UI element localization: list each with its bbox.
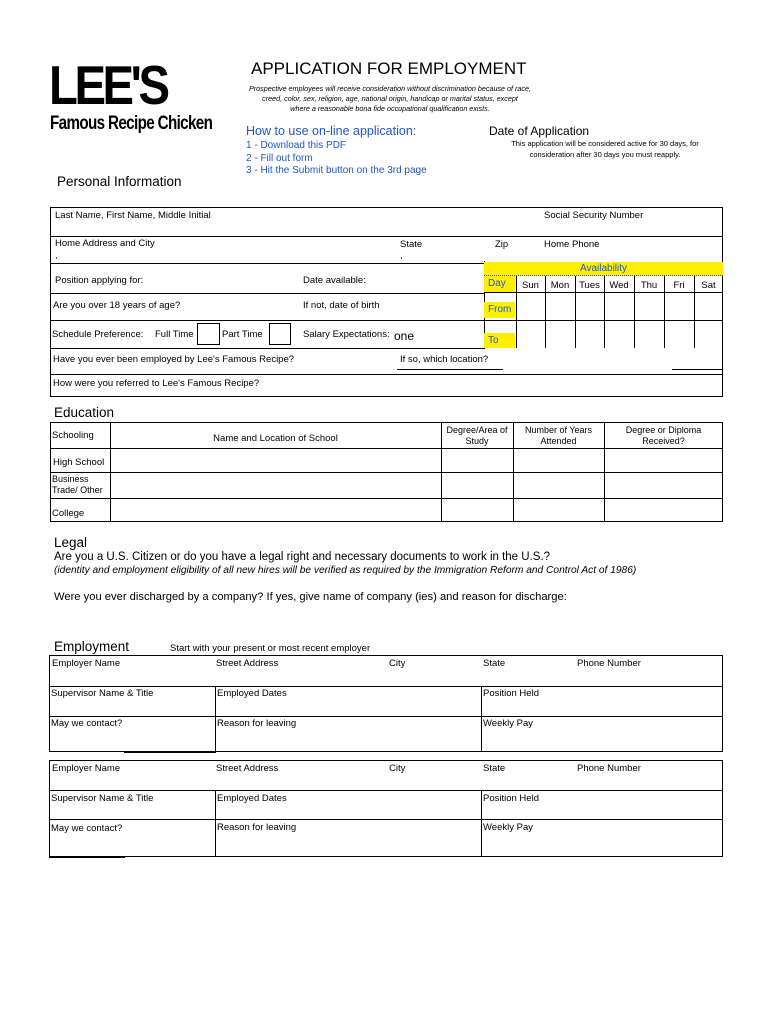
years-line-1: Number of Years [524,425,593,435]
row-college: College [52,508,85,519]
position-input[interactable] [150,266,295,290]
employer-2-phone-label: Phone Number [577,763,641,774]
name-field-label: Last Name, First Name, Middle Initial [55,210,211,221]
employer-2-state-label: State [483,763,506,774]
employer-1-contact-underline[interactable] [124,752,216,753]
position-field-label: Position applying for: [55,275,144,286]
note-line-2: consideration after 30 days you must reapply. [529,149,681,159]
employer-1-phone-label: Phone Number [577,658,641,669]
date-of-birth-input[interactable] [390,296,480,318]
row-high-school: High School [53,457,105,468]
employer-2-dates-label: Employed Dates [217,793,287,804]
date-available-label: Date available: [303,275,366,286]
which-location-label: If so, which location? [400,354,489,365]
employer-1-position-label: Position Held [483,688,539,699]
howto-step-2: 2 - Fill out form [246,153,313,164]
date-of-application-label: Date of Application [489,124,590,138]
day-fri: Fri [673,280,685,291]
logo-tagline: Famous Recipe Chicken [50,113,213,134]
schedule-label: Schedule Preference: [52,329,144,340]
day-wed: Wed [609,280,629,291]
employer-1-city-label: City [389,658,406,669]
part-time-label: Part Time [222,329,263,340]
availability-from-label: From [484,302,515,318]
availability-day-label: Day [484,276,515,292]
salary-label: Salary Expectations: [303,329,390,340]
employer-2-position-label: Position Held [483,793,539,804]
disclaimer [230,84,550,114]
diploma-line-2: Received? [642,436,685,446]
citizen-note: (identity and employment eligibility of all new hires will be verified as required by the Immigration Reform and Control Act of 1986) [54,565,637,576]
state-value[interactable]: , [400,250,403,261]
extra-underline[interactable] [672,369,723,370]
disclaimer-line-3: where a reasonable bona fide occupational qualification exists. [290,104,490,113]
section-title-personal: Personal Information [57,174,182,189]
employer-1-dates-label: Employed Dates [217,688,287,699]
business-line-1: Business [52,474,89,484]
location-underline[interactable] [397,369,503,370]
howto-step-1: 1 - Download this PDF [246,140,347,151]
employer-2-contact-label: May we contact? [51,823,123,834]
employer-1-address-label: Street Address [216,658,279,669]
salary-input[interactable]: one [394,329,415,343]
employer-2-name-label: Employer Name [52,763,121,774]
note-line-1: This application will be considered active for 30 days, for [511,139,699,148]
years-line-2: Attended [540,436,577,446]
employer-1-reason-label: Reason for leaving [217,718,297,729]
ssn-input[interactable] [540,220,720,235]
referred-label: How were you referred to Lee's Famous Recipe? [53,378,260,389]
employer-1-name-label: Employer Name [52,658,121,669]
day-thu: Thu [640,280,658,291]
diploma-line-1: Degree or Diploma [625,425,702,435]
employer-1-pay-label: Weekly Pay [483,718,533,729]
howto-title: How to use on-line application: [246,124,417,138]
logo-wordmark: LEE'S [49,54,167,116]
date-available-input[interactable] [375,266,480,290]
disclaimer-line-2: creed, color, sex, religion, age, national origin, handicap or marital status, except [262,94,518,103]
employer-2-reason-label: Reason for leaving [217,822,297,833]
full-time-label: Full Time [155,329,194,340]
over-18-input[interactable] [200,296,295,318]
day-sat: Sat [701,280,716,291]
diploma-header [604,425,723,447]
availability-to-label: To [484,333,515,348]
discharged-question: Were you ever discharged by a company? If yes, give name of company (ies) and reason for discharge: [54,591,567,603]
howto-step-3: 3 - Hit the Submit button on the 3rd page [246,165,427,176]
zip-field-label: Zip [495,239,509,250]
employed-before-label: Have you ever been employed by Lee's Famous Recipe? [53,354,295,365]
section-title-employment: Employment [54,639,130,654]
degree-area-header [441,425,513,447]
degree-area-line-1: Degree/Area of [446,425,508,435]
full-time-checkbox[interactable] [197,323,220,345]
row-business-trade [52,474,103,496]
degree-area-line-2: Study [465,436,489,446]
page-title: APPLICATION FOR EMPLOYMENT [251,59,527,78]
employer-1-supervisor-label: Supervisor Name & Title [51,688,154,699]
employer-1-state-label: State [483,658,506,669]
name-input[interactable] [52,220,532,235]
employment-instruction: Start with your present or most recent employer [170,643,371,654]
address-value[interactable]: , [55,250,58,261]
employer-2-contact-underline[interactable] [49,857,125,858]
day-tues: Tues [579,280,600,291]
section-title-legal: Legal [54,535,88,550]
employer-2-address-label: Street Address [216,763,279,774]
availability-title: Availability [484,262,723,276]
years-attended-header [513,425,604,447]
address-field-label: Home Address and City [55,238,155,249]
employer-1-table [49,655,723,752]
employer-2-pay-label: Weekly Pay [483,822,533,833]
business-line-2: Trade/ Other [52,485,103,495]
employer-1-contact-label: May we contact? [51,718,123,729]
name-location-header: Name and Location of School [213,433,338,444]
schooling-header: Schooling [52,430,94,441]
disclaimer-line-1: Prospective employees will receive consideration without discrimination because of race, [248,84,532,93]
state-field-label: State [400,239,423,250]
over-18-label: Are you over 18 years of age? [53,300,181,311]
citizen-question: Are you a U.S. Citizen or do you have a legal right and necessary documents to work in the U.S.? [54,551,551,563]
date-of-birth-label: If not, date of birth [303,300,380,311]
day-mon: Mon [550,280,570,291]
section-title-education: Education [54,405,115,420]
employer-2-table [49,760,723,857]
part-time-checkbox[interactable] [269,323,291,345]
phone-field-label: Home Phone [544,239,600,250]
employer-2-supervisor-label: Supervisor Name & Title [51,793,154,804]
date-of-application-note [500,139,710,160]
ssn-field-label: Social Security Number [544,210,644,221]
employer-2-city-label: City [389,763,406,774]
day-sun: Sun [522,280,539,291]
